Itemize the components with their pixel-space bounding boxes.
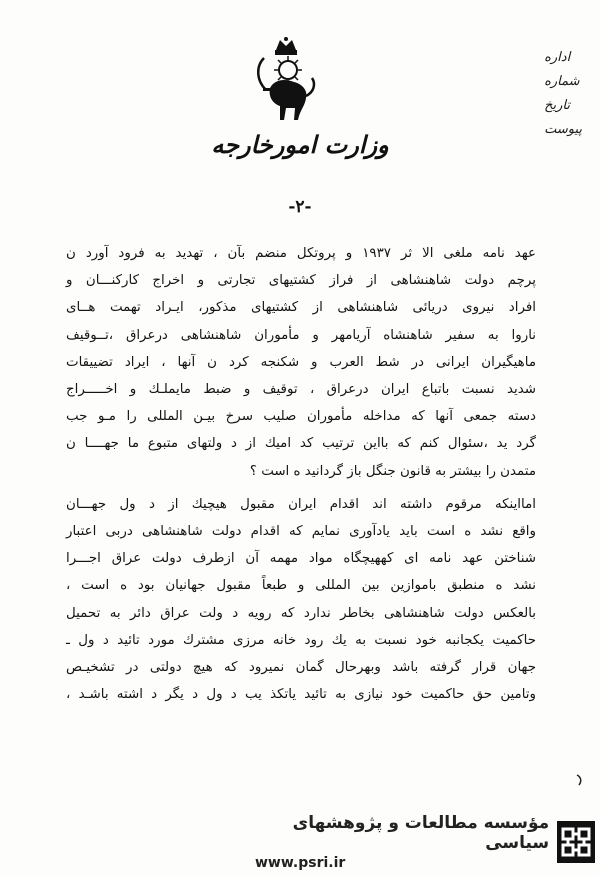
body-line: جهان قرار گرفته باشد وبهرحال گمان نمیرود که هیچ دولتی در تشخیـص xyxy=(66,660,536,676)
lion-and-sun-emblem-icon xyxy=(250,36,322,126)
label-office: اداره xyxy=(544,50,571,65)
body-line: پرچم دولت شاهنشاهی از فراز کشتیهای تجارتی و اخراج کارکنـــان و xyxy=(66,273,536,289)
body-line: دسته جمعی آنها که مداخله مأموران صلیب سرخ بیـن المللی را مـو جب xyxy=(66,409,536,425)
margin-labels xyxy=(544,48,582,140)
label-number: شماره xyxy=(544,74,580,89)
institute-name: مؤسسه مطالعات و پژوهشهای سیاسی xyxy=(292,813,550,853)
body-line: امااینکه مرقوم داشته اند اقدام ایران مقبول هیچیك از د ول جهـــان xyxy=(66,496,536,512)
watermark-footer xyxy=(255,814,595,870)
body-line: واقع نشد ه است باید یادآوری نمایم که اقدام دولت شاهنشاهی دربی اعتبار xyxy=(66,524,536,540)
body-line: شناختن عهد نامه ای کههیچگاه مواد مهمه آن ازطرف دولت عراق اجـــرا xyxy=(66,551,536,567)
body-line: نشد ه منطبق باموازین بین المللی و طبعاً مقبول جهانیان بود ه است ، xyxy=(66,578,536,594)
body-line: ماهیگیران ایرانی در شط العرب و شکنجه کرد ن آنها ، ایراد تضییقات xyxy=(66,354,536,370)
body-line: ناروا به سفیر شاهنشاه آریامهر و مأموران شاهنشاهی درعراق ،تــوقیف xyxy=(66,327,536,343)
body-line: حاکمیت یکجانبه خود نسبت به یك رود خانه مرزی مشترك مورد تائید د ول ـ xyxy=(66,632,536,648)
body-line: گرد ید ،سئوال کنم که بااین ترتیب کد امیك از د ولتهای متبوع ما جهــــا ن xyxy=(66,436,536,452)
body-line: وتامین حق حاکمیت خود نیازی به تائید یاتکذ یب د ول د یگر د اشته باشـد ، xyxy=(66,687,536,703)
letter-body xyxy=(66,240,536,708)
body-line: عهد نامه ملغی الا ثر ۱۹۳۷ و پروتکل منضم بآن ، تهدید به فرود آورد ن xyxy=(66,246,536,261)
body-line: افراد نیروی دریائی شاهنشاهی از کشتیهای مذکور، ایـراد تهمت هــای xyxy=(66,300,536,316)
label-date: تاریخ xyxy=(544,98,570,113)
body-line: شدید نسبت باتباع ایران درعراق ، توقیف و ضبط مایملـك و اخـــــراج xyxy=(66,382,536,398)
label-attachment: پیوست xyxy=(544,122,582,137)
institute-url: www.psri.ir xyxy=(255,855,346,871)
page-number: -۲- xyxy=(288,197,312,217)
psri-logo-icon xyxy=(557,821,595,863)
body-line: متمدن را بیشتر به قانون جنگل باز گردانید ه است ؟ xyxy=(249,463,536,479)
body-line: بالعکس دولت شاهنشاهی بخاطر ندارد که رویه د ولت عراق دائر به تحمیل xyxy=(66,605,536,621)
ministry-title: وزارت امورخارجه xyxy=(211,130,389,159)
handwritten-mark xyxy=(575,773,585,787)
